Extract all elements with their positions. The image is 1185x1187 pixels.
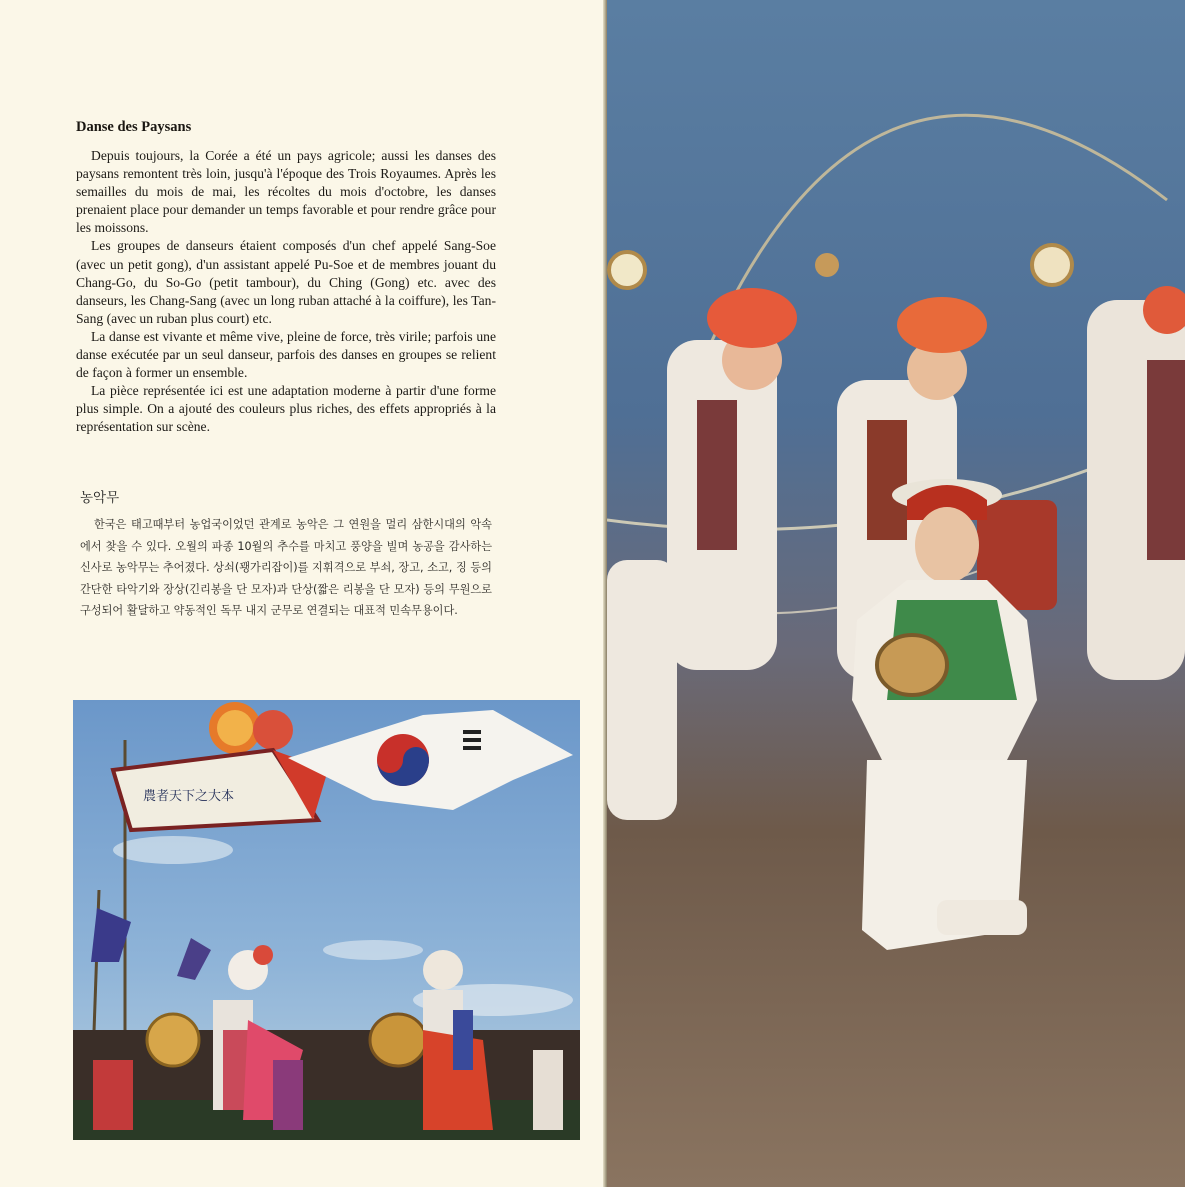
stage-dancers-photo (607, 0, 1185, 1187)
section-title: Danse des Paysans (76, 119, 192, 135)
french-text (76, 147, 496, 437)
paragraph: La pièce représentée ici est une adaptation moderne à partir d'une forme plus simple. On a ajouté des couleurs plus riches, des effets appropriés à la représentation sur scène. (76, 383, 496, 435)
korean-title: 농악무 (80, 490, 120, 506)
paragraph: Depuis toujours, la Corée a été un pays agricole; aussi les danses des paysans remontent très loin, jusqu'à l'époque des Trois Royaumes. Après les semailles du mois de mai, les récoltes du mois d'octobre, les danses prenaient place pour demander un temps favorable et pour rendre grâce pour les moissons. (76, 148, 496, 236)
farmers-dance-flags-photo (73, 700, 580, 1140)
paragraph: Les groupes de danseurs étaient composés d'un chef appelé Sang-Soe (avec un petit gong), d'un assistant appelé Pu-Soe et de membres jouant du Chang-Go, du So-Go (petit tambour), du Ching (Gong) etc. avec des danseurs, les Chang-Sang (avec un long ruban attaché à la coiffure), les Tan-Sang (avec un ruban plus court) etc. (76, 238, 496, 326)
svg-text:農者天下之大本: 農者天下之大本 (143, 789, 235, 804)
paragraph: La danse est vivante et même vive, pleine de force, très virile; parfois une danse exécutée par un seul danseur, parfois des danses en groupes se relient de façon à former un ensemble. (76, 328, 496, 381)
korean-text: 한국은 태고때부터 농업국이었던 관계로 농악은 그 연원을 멀리 삼한시대의 악속에서 찾을 수 있다. 오월의 파종 10월의 추수를 마치고 풍양을 빌며 농공을 감사하는 신사로 농악무는 추어졌다. 상쇠(꽹가리잡이)를 지휘격으로 부쇠, 장고, 소고, 징 등의 간단한 타악기와 장상(긴리봉을 단 모자)과 단상(짧은 리봉을 단 모자) 등의 무원으로 구성되어 활달하고 약동적인 독무 내지 군무로 연결되는 대표적 민속무용이다. (80, 518, 492, 617)
